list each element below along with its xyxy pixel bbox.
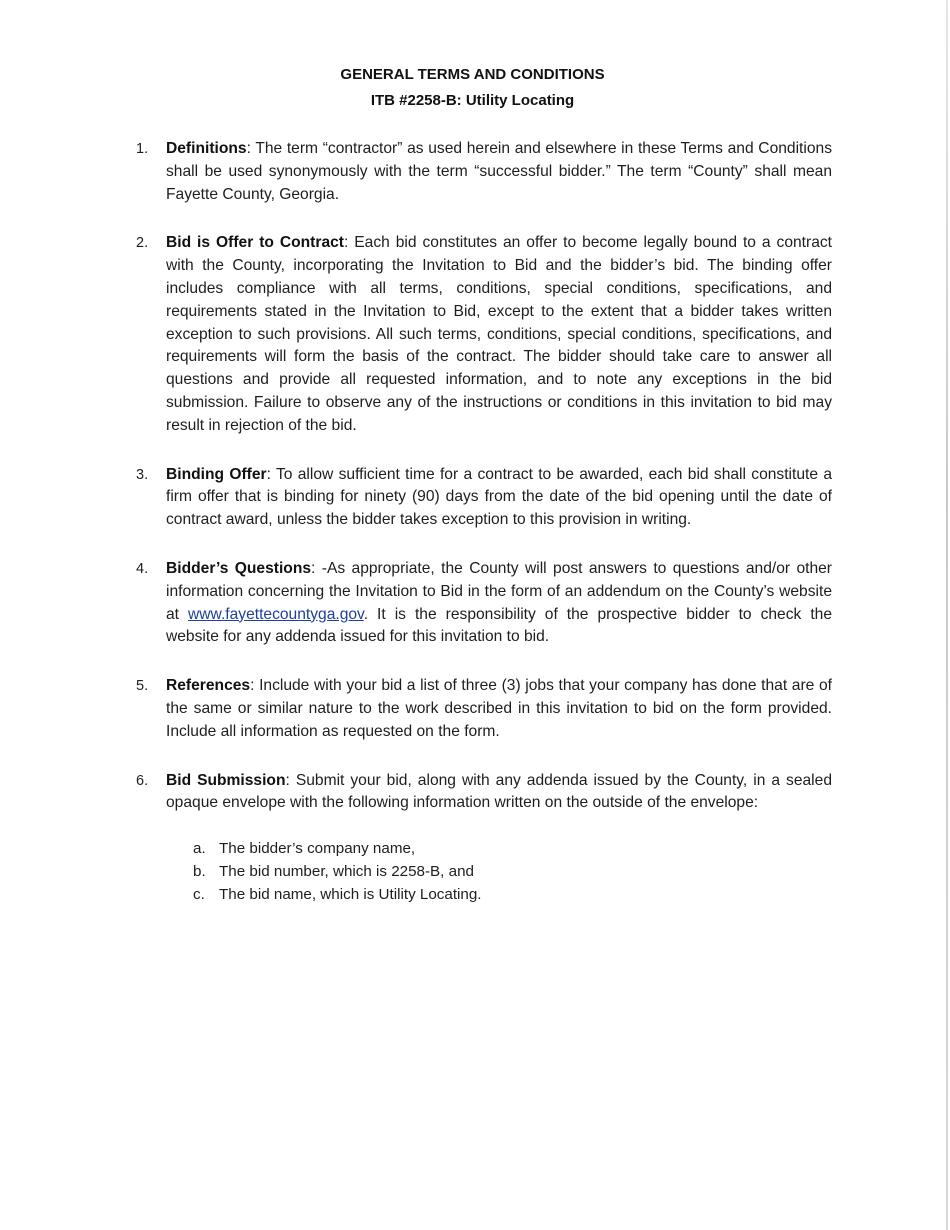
term-title: Bid is Offer to Contract [166, 234, 344, 252]
term-title: Definitions [166, 140, 247, 157]
term-bidders-questions [136, 558, 832, 649]
term-separator: : [311, 559, 322, 577]
list-item [193, 883, 832, 906]
list-item-letter: b. [193, 863, 206, 881]
term-text: The term “contractor” as used herein and elsewhere in these Terms and Conditions shall be used synonymously with the term “successful bidder.” The term “County” shall mean Fayette County, Georgia. [166, 140, 832, 203]
term-definitions [136, 138, 832, 206]
term-number: 3. [136, 466, 149, 483]
term-text-continued: . It is the responsibility of the prospective bidder to check the website for any addenda issued for this invitation to bid. [166, 605, 832, 646]
county-website-link[interactable]: www.fayettecountyga.gov [188, 605, 364, 623]
term-title: Binding Offer [166, 465, 267, 483]
terms-list [136, 138, 832, 932]
document-subtitle: ITB #2258-B: Utility Locating [370, 92, 575, 109]
term-text: Include with your bid a list of three (3) jobs that your company has done that are of the same or similar nature to the work described in this invitation to bid on the form provided. Include all information as requested on the form. [166, 677, 832, 740]
list-item-text: The bidder’s company name, [219, 840, 416, 858]
term-number: 5. [136, 678, 149, 695]
term-references [136, 675, 832, 743]
term-text: -As appropriate, the County will post answers to questions and/or other information concerning the Invitation to Bid in the form of an addendum on the County’s website at [166, 559, 832, 623]
term-separator: : [250, 677, 260, 695]
term-text: To allow sufficient time for a contract to be awarded, each bid shall constitute a firm offer that is binding for ninety (90) days from the date of the bid opening until the date of contract award, unless the bidder takes exception to this provision in writing. [166, 465, 833, 529]
term-number: 4. [136, 560, 149, 577]
list-item-letter: c. [193, 886, 205, 904]
term-number: 6. [136, 772, 149, 789]
term-number: 2. [136, 235, 149, 252]
term-title: Bidder’s Questions [166, 559, 312, 577]
term-separator: : [246, 140, 256, 157]
term-separator: : [266, 465, 276, 483]
list-item-letter: a. [193, 840, 206, 858]
term-binding-offer [136, 464, 832, 532]
list-item-text: The bid name, which is Utility Locating. [219, 886, 482, 904]
term-text: Each bid constitutes an offer to become legally bound to a contract with the County, incorporating the Invitation to Bid and the bidder’s bid. The binding offer includes compliance with all terms, conditions, special conditions, specifications, and requirements stated in the Invitation to Bid, except to the extent that a bidder takes written exception to such provisions. All such terms, conditions, special conditions, specifications, and requirements will form the basis of the contract. The bidder should take care to answer all questions and provide all requested information, and to note any exceptions in the bid submission. Failure to observe any of the instructions or conditions in this invitation to bid may result in rejection of the bid. [166, 234, 832, 434]
document-title: GENERAL TERMS AND CONDITIONS [340, 66, 605, 83]
envelope-info-list [166, 837, 832, 906]
term-title: References [166, 677, 251, 695]
term-title: Bid Submission [166, 771, 286, 789]
scan-edge [946, 0, 948, 1230]
list-item [193, 837, 832, 860]
term-bid-submission [136, 770, 832, 907]
list-item [193, 860, 832, 883]
list-item-text: The bid number, which is 2258-B, and [219, 863, 474, 881]
term-number: 1. [136, 141, 149, 157]
term-bid-is-offer [136, 232, 832, 437]
term-separator: : [343, 234, 355, 252]
term-separator: : [285, 771, 296, 789]
term-text: Submit your bid, along with any addenda issued by the County, in a sealed opaque envelope with the following information written on the outside of the envelope: [166, 771, 832, 812]
